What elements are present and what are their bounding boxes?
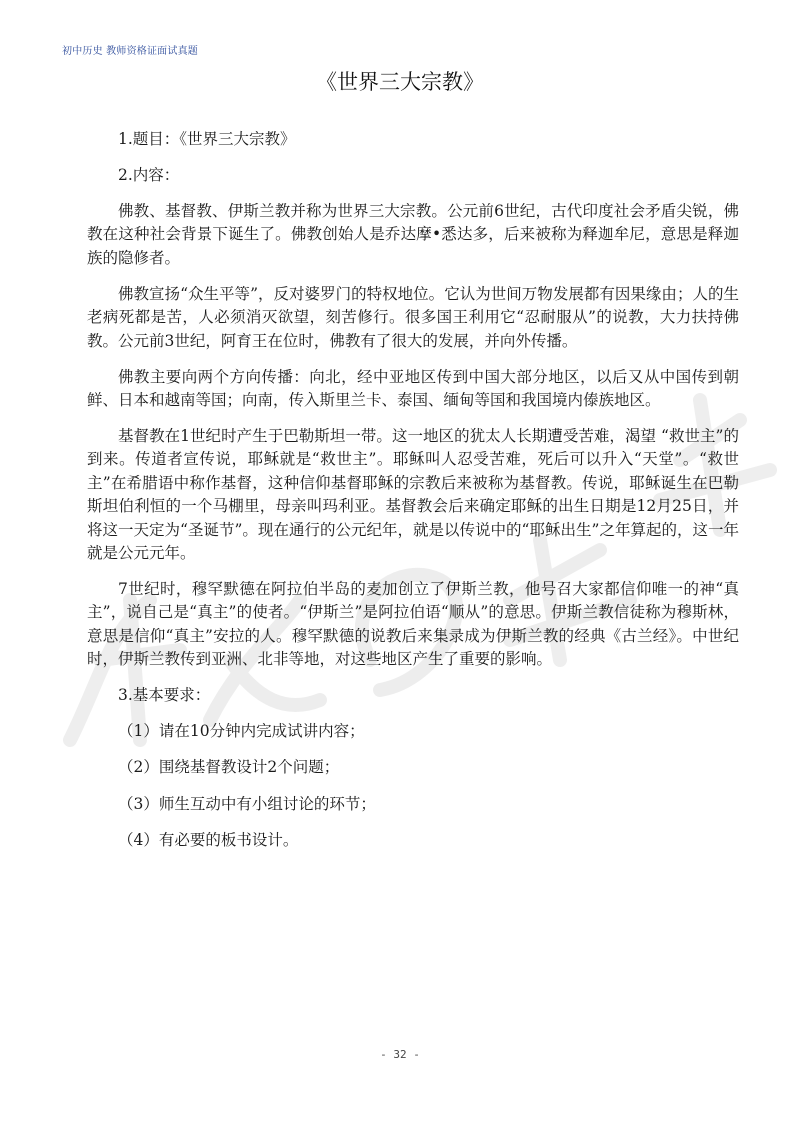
document-title: 《世界三大宗教》 <box>316 70 484 94</box>
requirement-item: （1）请在10分钟内完成试讲内容； <box>118 722 365 741</box>
requirements-heading: 3.基本要求： <box>118 686 211 705</box>
requirement-item: （4）有必要的板书设计。 <box>118 830 299 849</box>
requirement-item: （2）围绕基督教设计2个问题； <box>118 758 340 777</box>
paragraph-islam: 7世纪时，穆罕默德在阿拉伯半岛的麦加创立了伊斯兰教，他号召大家都信仰唯一的神“真主”，说自己是“真主”的使者。“伊斯兰”是阿拉伯语“顺从”的意思。伊斯兰教信徒称为穆斯林，意思是信仰“真主”安拉的人。穆罕默德的说教后来集录成为伊斯兰教的经典《古兰经》。中世纪时，伊斯兰教传到亚洲、北非等地，对这些地区产生了重要的影响。 <box>87 580 739 669</box>
document-body <box>87 128 739 865</box>
paragraph-buddhism-teaching: 佛教宣扬“众生平等”，反对婆罗门的特权地位。它认为世间万物发展都有因果缘由；人的生老病死都是苦，人必须消灭欲望，刻苦修行。很多国王利用它“忍耐服从”的说教，大力扶持佛教。公元前3世纪，阿育王在位时，佛教有了很大的发展，并向外传播。 <box>87 284 739 350</box>
page-number: - 32 - <box>380 1048 420 1061</box>
requirement-item: （3）师生互动中有小组讨论的环节； <box>118 794 376 813</box>
paragraph-buddhism-spread: 佛教主要向两个方向传播：向北，经中亚地区传到中国大部分地区，以后又从中国传到朝鲜、日本和越南等国；向南，传入斯里兰卡、泰国、缅甸等国和我国境内傣族地区。 <box>87 367 739 410</box>
paragraph-christianity: 基督教在1世纪时产生于巴勒斯坦一带。这一地区的犹太人长期遭受苦难，渴望 “救世主”的到来。传道者宣传说，耶稣就是“救世主”。耶稣叫人忍受苦难，死后可以升入“天堂”。“救世主”在希腊语中称作基督，这种信仰基督耶稣的宗教后来被称为基督教。传说，耶稣诞生在巴勒斯坦伯利恒的一个马棚里，母亲叫玛利亚。基督教会后来确定耶稣的出生日期是12月25日，并将这一天定为“圣诞节”。现在通行的公元纪年，就是以传说中的“耶稣出生”之年算起的，这一年就是公元元年。 <box>87 427 739 563</box>
paragraph-buddhism-origin: 佛教、基督教、伊斯兰教并称为世界三大宗教。公元前6世纪，古代印度社会矛盾尖锐，佛教在这种社会背景下诞生了。佛教创始人是乔达摩•悉达多，后来被称为释迦牟尼，意思是释迦族的隐修者。 <box>87 202 739 267</box>
topic-line: 1.题目：《世界三大宗教》 <box>118 130 296 148</box>
document-header: 初中历史 教师资格证面试真题 <box>62 46 198 57</box>
content-heading: 2.内容： <box>118 166 180 184</box>
